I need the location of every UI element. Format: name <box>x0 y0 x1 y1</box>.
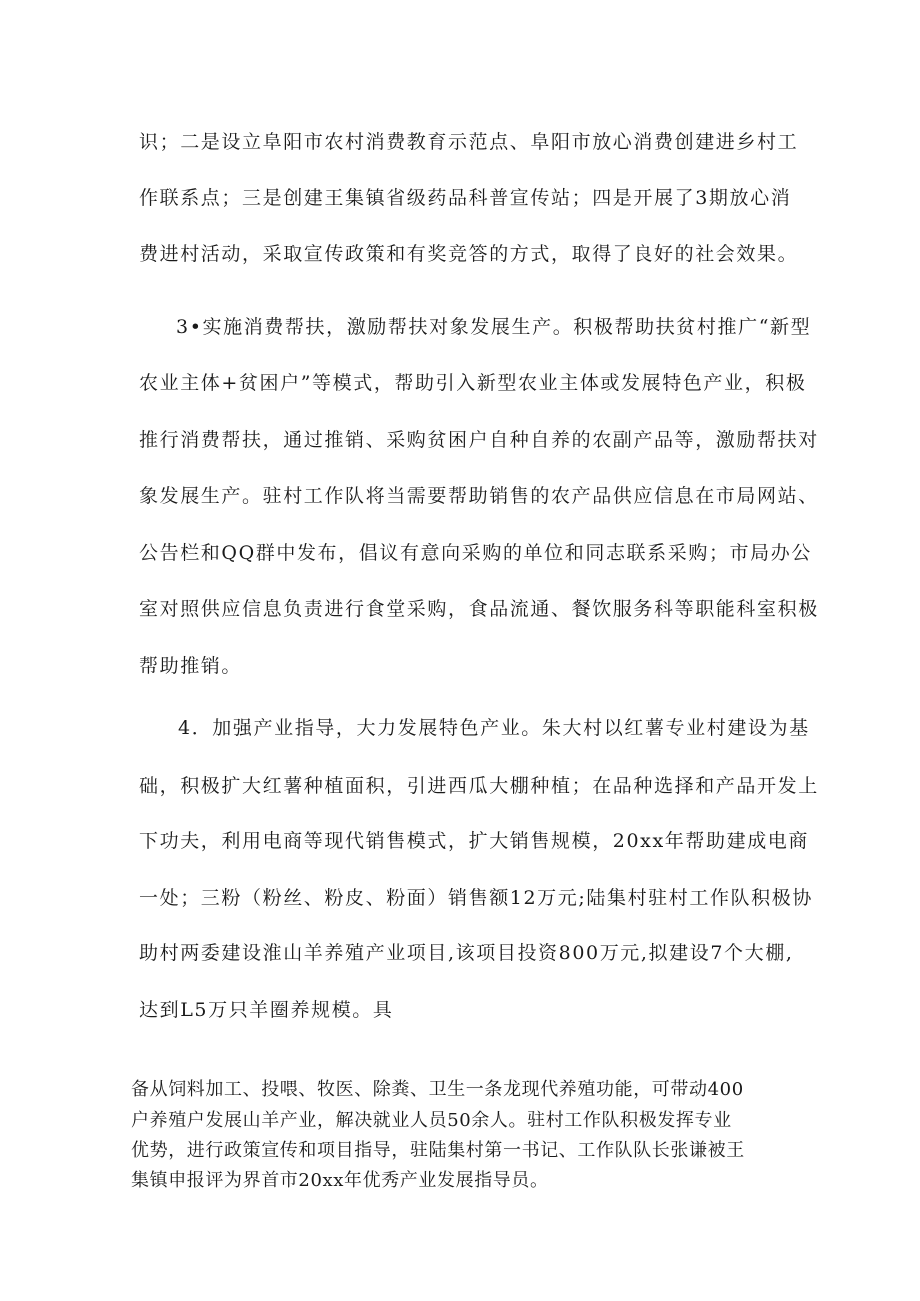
text-line: 费进村活动，采取宣传政策和有奖竞答的方式，取得了良好的社会效果。 <box>139 243 799 265</box>
text-line: 4．加强产业指导，大力发展特色产业。朱大村以红薯专业村建设为基 <box>178 717 810 739</box>
text-line: 集镇申报评为界首市20xx年优秀产业发展指导员。 <box>131 1170 549 1191</box>
text-line: 室对照供应信息负责进行食堂采购，食品流通、餐饮服务科等职能科室积极 <box>139 598 819 620</box>
text-line: 3•实施消费帮扶，激励帮扶对象发展生产。积极帮助扶贫村推广“新型 <box>176 316 812 338</box>
text-line: 优势，进行政策宣传和项目指导，驻陆集村第一书记、工作队队长张谦被王 <box>131 1140 745 1161</box>
text-line: 达到L5万只羊圈养规模。具 <box>139 999 394 1021</box>
text-line: 推行消费帮扶，通过推销、采购贫困户自种自养的农副产品等，激励帮扶对 <box>139 429 819 451</box>
text-line: 助村两委建设淮山羊养殖产业项目,该项目投资800万元,拟建设7个大棚, <box>139 942 794 964</box>
text-line: 备从饲料加工、投喂、牧医、除粪、卫生一条龙现代养殖功能，可带动400 <box>131 1079 744 1100</box>
text-line: 一处；三粉（粉丝、粉皮、粉面）销售额12万元;陆集村驻村工作队积极协 <box>139 887 813 909</box>
text-line: 象发展生产。驻村工作队将当需要帮助销售的农产品供应信息在市局网站、 <box>139 485 819 507</box>
text-line: 础，积极扩大红薯种植面积，引进西瓜大棚种植；在品种选择和产品开发上 <box>139 775 819 797</box>
text-line: 作联系点；三是创建王集镇省级药品科普宣传站；四是开展了3期放心消 <box>139 187 792 209</box>
text-line: 下功夫，利用电商等现代销售模式，扩大销售规模，20xx年帮助建成电商 <box>139 830 810 852</box>
text-line: 公告栏和QQ群中发布，倡议有意向采购的单位和同志联系采购；市局办公 <box>139 542 812 564</box>
text-line: 户养殖户发展山羊产业，解决就业人员50余人。驻村工作队积极发挥专业 <box>131 1110 732 1131</box>
text-line: 识；二是设立阜阳市农村消费教育示范点、阜阳市放心消费创建进乡村工 <box>139 131 799 153</box>
text-line: 帮助推销。 <box>139 655 243 677</box>
text-line: 农业主体+贫困户”等模式，帮助引入新型农业主体或发展特色产业，积极 <box>139 372 807 394</box>
